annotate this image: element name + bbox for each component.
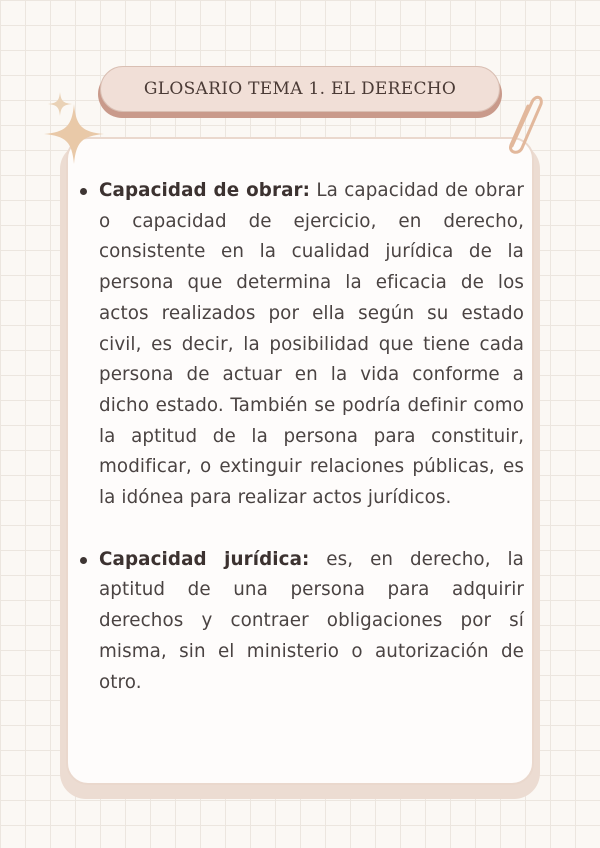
- page-title: GLOSARIO TEMA 1. EL DERECHO: [143, 79, 457, 99]
- bullet-icon: [80, 188, 87, 195]
- large-sparkle-icon: [44, 104, 104, 164]
- paperclip-icon: [498, 88, 548, 158]
- glossary-term: Capacidad de obrar:: [99, 180, 311, 201]
- glossary-entry-capacidad-de-obrar: [76, 176, 524, 514]
- bullet-icon: [80, 557, 87, 564]
- glossary-entry-capacidad-juridica: [76, 545, 524, 699]
- title-banner: [100, 66, 500, 112]
- glossary-term: Capacidad jurídica:: [99, 548, 310, 570]
- glossary-definition: La capacidad de obrar o capacidad de ejercicio, en derecho, consistente en la cualidad jurídica de la persona que determina la eficacia de los actos realizados por ella según su estado civil, es decir, la posibilidad que tiene cada persona de actuar en la vida conforme a dicho estado. También se podría definir como la aptitud de la persona para constituir, modificar, o extinguir relaciones públicas, es la idónea para realizar actos jurídicos.: [99, 180, 524, 509]
- glossary-definition: es, en derecho, la aptitud de una persona para adquirir derechos y contraer obligaciones por sí misma, sin el ministerio o autorización de otro.: [99, 548, 524, 693]
- glossary-list: [76, 176, 524, 698]
